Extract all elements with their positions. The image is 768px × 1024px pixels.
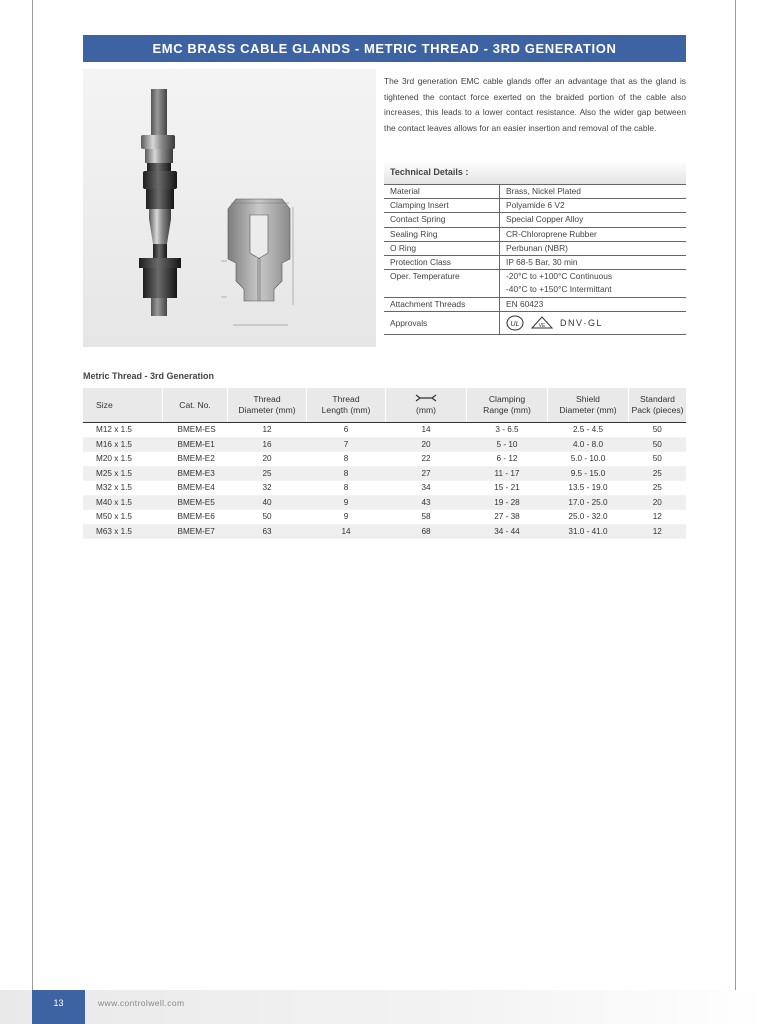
svg-text:VE: VE	[538, 323, 546, 330]
tech-value: CR-Chloroprene Rubber	[500, 227, 687, 241]
table-row	[83, 452, 686, 467]
cell-shield-diameter: 4.0 - 8.0	[548, 437, 629, 452]
cell-thread-diameter: 25	[228, 466, 307, 481]
cell-wrench-size: 27	[386, 466, 467, 481]
page-left-border	[32, 0, 33, 990]
header-shield-diameter: Shield Diameter (mm)	[548, 388, 629, 423]
tech-row	[384, 312, 686, 335]
cell-size: M50 x 1.5	[83, 510, 163, 525]
cell-thread-diameter: 12	[228, 423, 307, 438]
cell-thread-diameter: 32	[228, 481, 307, 496]
cell-clamping-range: 6 - 12	[467, 452, 548, 467]
cell-shield-diameter: 2.5 - 4.5	[548, 423, 629, 438]
tech-key: Material	[384, 185, 500, 199]
tech-value: EN 60423	[500, 298, 687, 312]
cell-standard-pack: 50	[629, 452, 687, 467]
cell-thread-length: 8	[307, 466, 386, 481]
cell-standard-pack: 50	[629, 437, 687, 452]
section-title: Metric Thread - 3rd Generation	[83, 371, 215, 381]
cell-size: M16 x 1.5	[83, 437, 163, 452]
cell-cat-no: BMEM-E3	[163, 466, 228, 481]
cell-thread-diameter: 16	[228, 437, 307, 452]
cell-clamping-range: 3 - 6.5	[467, 423, 548, 438]
tech-row	[384, 298, 686, 312]
svg-text:UL: UL	[510, 321, 520, 329]
temperature-intermittant: -40°C to +150°C Intermittant	[506, 284, 612, 295]
tech-key: Contact Spring	[384, 213, 500, 227]
cell-clamping-range: 15 - 21	[467, 481, 548, 496]
header-cat-no: Cat. No.	[163, 388, 228, 423]
cell-thread-diameter: 20	[228, 452, 307, 467]
cell-size: M25 x 1.5	[83, 466, 163, 481]
cell-thread-diameter: 63	[228, 524, 307, 539]
tech-row	[384, 270, 686, 298]
wrench-icon	[415, 394, 437, 402]
cell-clamping-range: 11 - 17	[467, 466, 548, 481]
page-title: EMC BRASS CABLE GLANDS - METRIC THREAD - 3RD GENERATION	[83, 35, 686, 62]
cell-thread-diameter: 40	[228, 495, 307, 510]
cell-cat-no: BMEM-ES	[163, 423, 228, 438]
cell-clamping-range: 27 - 38	[467, 510, 548, 525]
header-size: Size	[83, 388, 163, 423]
cell-cat-no: BMEM-E6	[163, 510, 228, 525]
cell-shield-diameter: 25.0 - 32.0	[548, 510, 629, 525]
cell-cat-no: BMEM-E7	[163, 524, 228, 539]
technical-details-heading: Technical Details :	[384, 161, 686, 184]
cell-shield-diameter: 9.5 - 15.0	[548, 466, 629, 481]
ve-logo-icon	[530, 316, 554, 330]
cell-thread-length: 9	[307, 495, 386, 510]
header-clamping-range: Clamping Range (mm)	[467, 388, 548, 423]
tech-value	[500, 270, 687, 298]
table-row	[83, 495, 686, 510]
cell-shield-diameter: 13.5 - 19.0	[548, 481, 629, 496]
cell-wrench-size: 43	[386, 495, 467, 510]
cell-thread-length: 14	[307, 524, 386, 539]
header-standard-pack: Standard Pack (pieces)	[629, 388, 687, 423]
tech-key: O Ring	[384, 241, 500, 255]
cell-cat-no: BMEM-E2	[163, 452, 228, 467]
tech-value: Perbunan (NBR)	[500, 241, 687, 255]
product-table	[83, 388, 686, 539]
tech-row	[384, 199, 686, 213]
cell-wrench-size: 58	[386, 510, 467, 525]
tech-key: Sealing Ring	[384, 227, 500, 241]
cell-size: M40 x 1.5	[83, 495, 163, 510]
cell-thread-length: 8	[307, 452, 386, 467]
tech-key: Clamping Insert	[384, 199, 500, 213]
table-row	[83, 437, 686, 452]
cell-clamping-range: 34 - 44	[467, 524, 548, 539]
cell-cat-no: BMEM-E4	[163, 481, 228, 496]
cell-size: M32 x 1.5	[83, 481, 163, 496]
cell-cat-no: BMEM-E5	[163, 495, 228, 510]
header-thread-length: Thread Length (mm)	[307, 388, 386, 423]
cell-standard-pack: 25	[629, 466, 687, 481]
tech-key: Approvals	[384, 312, 500, 335]
cell-standard-pack: 50	[629, 423, 687, 438]
table-row	[83, 466, 686, 481]
table-row	[83, 481, 686, 496]
cell-standard-pack: 25	[629, 481, 687, 496]
approvals-logos	[500, 312, 687, 335]
technical-details-table	[384, 184, 686, 335]
cell-cat-no: BMEM-E1	[163, 437, 228, 452]
tech-row	[384, 213, 686, 227]
tech-key: Oper. Temperature	[384, 270, 500, 298]
table-row	[83, 423, 686, 438]
cell-thread-length: 9	[307, 510, 386, 525]
page-right-border	[735, 0, 736, 990]
cell-wrench-size: 20	[386, 437, 467, 452]
tech-row	[384, 241, 686, 255]
tech-value: IP 68-5 Bar, 30 min	[500, 255, 687, 269]
cell-wrench-size: 22	[386, 452, 467, 467]
cell-thread-length: 6	[307, 423, 386, 438]
cell-wrench-size: 14	[386, 423, 467, 438]
product-illustration	[83, 69, 376, 347]
header-thread-diameter: Thread Diameter (mm)	[228, 388, 307, 423]
tech-row	[384, 185, 686, 199]
cell-size: M12 x 1.5	[83, 423, 163, 438]
table-header-row	[83, 388, 686, 423]
cell-wrench-size: 34	[386, 481, 467, 496]
dnv-gl-logo: DNV·GL	[560, 317, 604, 328]
cell-clamping-range: 5 - 10	[467, 437, 548, 452]
cell-thread-length: 8	[307, 481, 386, 496]
header-wrench-size: (mm)	[386, 388, 467, 423]
cell-standard-pack: 12	[629, 524, 687, 539]
tech-row	[384, 227, 686, 241]
tech-value: Polyamide 6 V2	[500, 199, 687, 213]
footer-url[interactable]: www.controlwell.com	[98, 998, 185, 1008]
tech-value: Special Copper Alloy	[500, 213, 687, 227]
table-row	[83, 524, 686, 539]
page-number: 13	[32, 990, 85, 1024]
cell-thread-diameter: 50	[228, 510, 307, 525]
cell-shield-diameter: 17.0 - 25.0	[548, 495, 629, 510]
temperature-continuous: -20°C to +100°C Continuous	[506, 271, 613, 282]
cell-size: M63 x 1.5	[83, 524, 163, 539]
cell-wrench-size: 68	[386, 524, 467, 539]
cell-size: M20 x 1.5	[83, 452, 163, 467]
ul-logo-icon	[506, 315, 524, 331]
intro-paragraph: The 3rd generation EMC cable glands offer an advantage that as the gland is tightened the contact force exerted on the braided portion of the cable also increases, this leads to a lower contact resistance. Also the wider gap between the contact leaves allows for an easier insertion and removal of the cable.	[384, 76, 686, 133]
tech-key: Attachment Threads	[384, 298, 500, 312]
cell-thread-length: 7	[307, 437, 386, 452]
cable-gland-drawing	[83, 69, 376, 347]
cell-clamping-range: 19 - 28	[467, 495, 548, 510]
tech-key: Protection Class	[384, 255, 500, 269]
cell-standard-pack: 20	[629, 495, 687, 510]
cell-standard-pack: 12	[629, 510, 687, 525]
table-row	[83, 510, 686, 525]
cell-shield-diameter: 5.0 - 10.0	[548, 452, 629, 467]
tech-row	[384, 255, 686, 269]
cell-shield-diameter: 31.0 - 41.0	[548, 524, 629, 539]
tech-value: Brass, Nickel Plated	[500, 185, 687, 199]
